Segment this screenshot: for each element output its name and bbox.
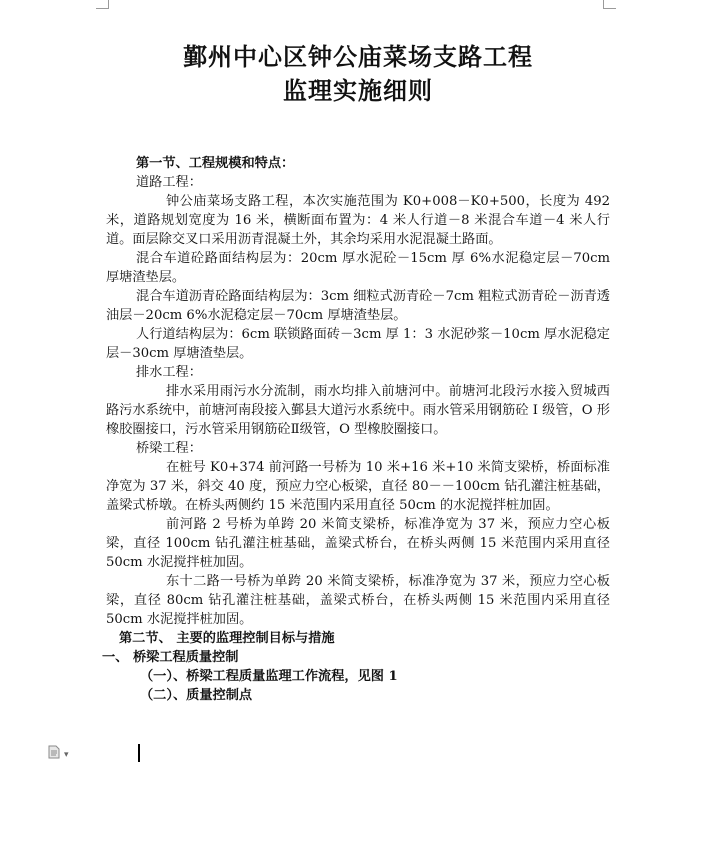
- doc-title: 鄞州中心区钟公庙菜场支路工程: [183, 42, 533, 71]
- road-paragraph-1: 钟公庙菜场支路工程，本次实施范围为 K0+008－K0+500，长度为 492 米，道路规划宽度为 16 米，横断面布置为：4 米人行道－8 米混合车道－4 米人行道。面层除交叉口采用沥青混凝土外，其余均采用水泥混凝土路面。: [106, 194, 610, 247]
- drain-label: 排水工程：: [136, 365, 202, 380]
- text-cursor: [138, 744, 140, 762]
- bridge-paragraph-1: 在桩号 K0+374 前河路一号桥为 10 米+16 米+10 米简支梁桥，桥面标准净宽为 37 米，斜交 40 度，预应力空心板梁，直径 80－－100cm 钻孔灌注桩基础，盖梁式桥墩。在桥头两侧约 15 米范围内采用直径 50cm 的水泥搅拌桩加固。: [106, 460, 610, 513]
- bridge-label: 桥梁工程：: [136, 441, 202, 456]
- page-icon[interactable]: [48, 745, 60, 759]
- section2-heading: 第二节、 主要的监理控制目标与措施: [119, 631, 335, 646]
- crop-mark-top-right: [603, 0, 616, 9]
- crop-mark-top-left: [96, 0, 109, 9]
- road-paragraph-2: 混合车道砼路面结构层为：20cm 厚水泥砼－15cm 厚 6%水泥稳定层－70cm 厚塘渣垫层。: [106, 251, 610, 285]
- road-label: 道路工程：: [136, 175, 202, 190]
- road-paragraph-4: 人行道结构层为：6cm 联锁路面砖－3cm 厚 1：3 水泥砂浆－10cm 厚水泥稳定层－30cm 厚塘渣垫层。: [106, 327, 610, 361]
- section1-heading: 第一节、工程规模和特点：: [136, 156, 295, 171]
- section2-item2: （二）、质量控制点: [140, 688, 253, 703]
- road-paragraph-3: 混合车道沥青砼路面结构层为：3cm 细粒式沥青砼－7cm 粗粒式沥青砼－沥青透油层－20cm 6%水泥稳定层－70cm 厚塘渣垫层。: [106, 289, 610, 323]
- chevron-down-icon[interactable]: ▾: [64, 750, 69, 760]
- doc-subtitle: 监理实施细则: [283, 76, 433, 105]
- drain-paragraph-1: 排水采用雨污水分流制，雨水均排入前塘河中。前塘河北段污水接入贸城西路污水系统中，前塘河南段接入鄞县大道污水系统中。雨水管采用钢筋砼 I 级管，O 形橡胶圈接口，污水管采用钢筋砼Ⅱ级管，O 型橡胶圈接口。: [106, 384, 610, 437]
- bridge-paragraph-3: 东十二路一号桥为单跨 20 米简支梁桥，标准净宽为 37 米，预应力空心板梁，直径 80cm 钻孔灌注桩基础，盖梁式桥台，在桥头两侧 15 米范围内采用直径 50cm 水泥搅拌桩加固。: [106, 574, 610, 627]
- section2-item1: （一）、桥梁工程质量监理工作流程，见图 1: [140, 669, 398, 684]
- bridge-paragraph-2: 前河路 2 号桥为单跨 20 米简支梁桥，标准净宽为 37 米，预应力空心板梁，直径 100cm 钻孔灌注桩基础，盖梁式桥台，在桥头两侧 15 米范围内采用直径 50cm 水泥搅拌桩加固。: [106, 517, 610, 570]
- section2-sub1: 一、 桥梁工程质量控制: [102, 650, 239, 665]
- document-body: [102, 40, 610, 705]
